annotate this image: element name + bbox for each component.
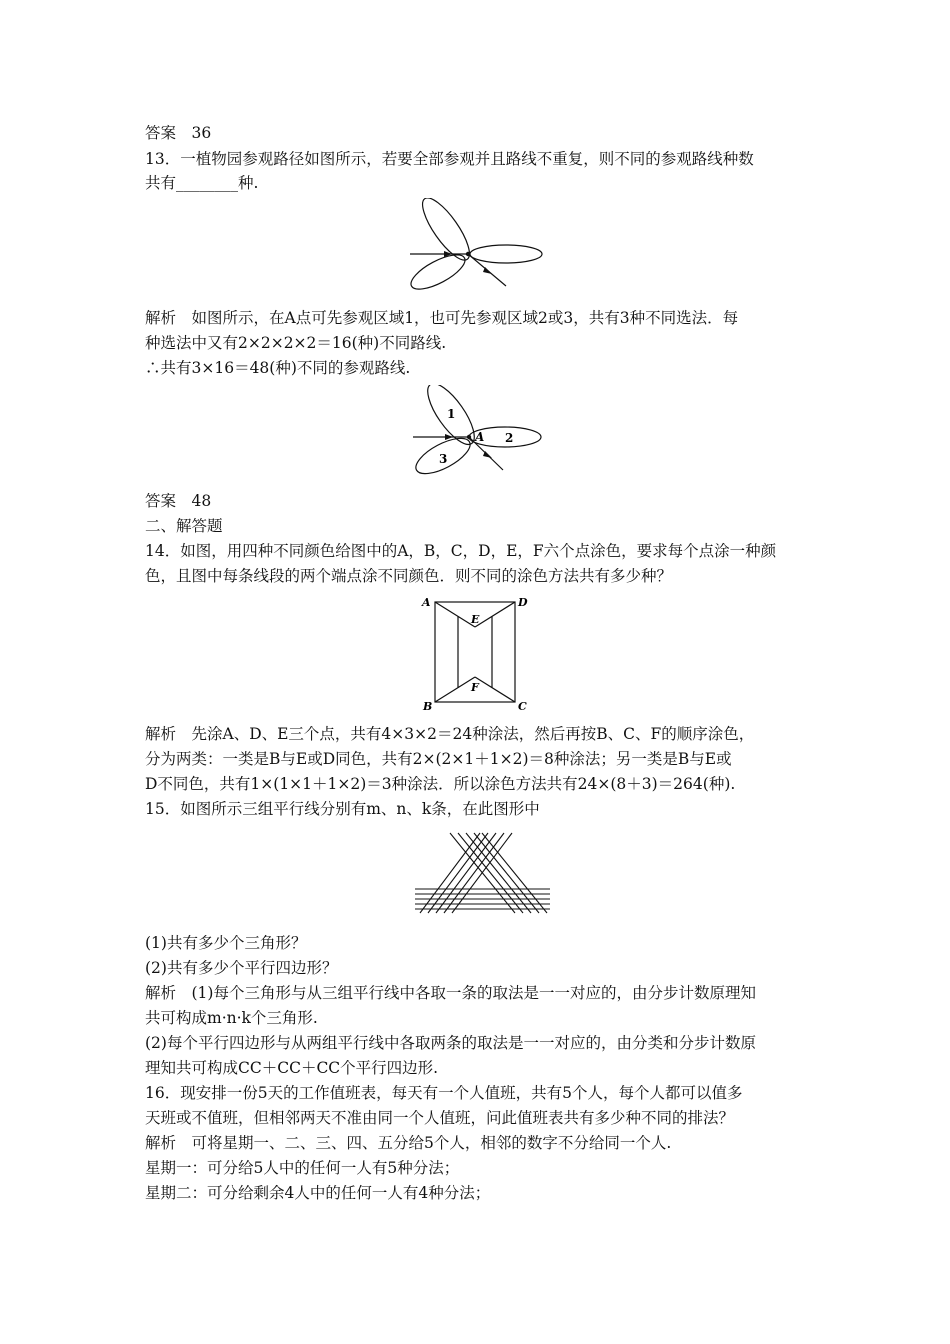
descending-line (458, 833, 523, 913)
solution-13-line-1: 解析 如图所示，在A点可先参观区域1，也可先参观区域2或3，共有3种不同选法．每 (145, 309, 739, 327)
answer-12: 答案 36 (145, 124, 212, 142)
problem-14-line-1: 14．如图，用四种不同颜色给图中的A，B，C，D，E，F六个点涂色，要求每个点涂一种颜 (145, 542, 777, 560)
petal-lower (406, 248, 469, 293)
ascending-line (420, 833, 480, 913)
ascending-line (444, 833, 504, 913)
solution-16-line-3: 星期二：可分给剩余4人中的任何一人有4种分法； (145, 1184, 491, 1202)
solution-15-line-4: 理知共可构成CC＋CC＋CC个平行四边形. (145, 1059, 439, 1077)
label-c: C (518, 700, 527, 713)
problem-15-part-1: (1)共有多少个三角形？ (145, 934, 307, 952)
label-a: A (422, 596, 431, 609)
ascending-line (428, 833, 488, 913)
ascending-line (436, 833, 496, 913)
descending-line (482, 833, 547, 913)
label-f: F (471, 681, 479, 694)
petal-path-labeled-figure (405, 385, 555, 480)
solution-15-line-3: (2)每个平行四边形与从两组平行线中各取两条的取法是一一对应的，由分类和分步计数原 (145, 1034, 756, 1052)
problem-16-line-1: 16．现安排一份5天的工作值班表，每天有一个人值班，共有5个人，每个人都可以值多 (145, 1084, 743, 1102)
label-d: D (518, 596, 528, 609)
problem-13-line-1: 13．一植物园参观路径如图所示，若要全部参观并且路线不重复，则不同的参观路线种数 (145, 150, 754, 168)
solution-15-line-1: 解析 (1)每个三角形与从三组平行线中各取一条的取法是一一对应的，由分步计数原理知 (145, 984, 756, 1002)
answer-13: 答案 48 (145, 492, 212, 510)
problem-15-part-2: (2)共有多少个平行四边形？ (145, 959, 338, 977)
solution-13-line-3: ∴共有3×16＝48(种)不同的参观路线. (145, 359, 411, 377)
solution-15-line-2: 共可构成m·n·k个三角形. (145, 1009, 318, 1027)
solution-16-line-1: 解析 可将星期一、二、三、四、五分给5个人，相邻的数字不分给同一个人. (145, 1134, 672, 1152)
solution-13-line-2: 种选法中又有2×2×2×2＝16(种)不同路线. (145, 334, 447, 352)
petal-path-figure (400, 198, 550, 293)
segment-cf (475, 677, 515, 702)
descending-line (474, 833, 539, 913)
junction-point (466, 252, 470, 256)
problem-16-line-2: 天班或不值班，但相邻两天不准由同一个人值班，问此值班表共有多少种不同的排法？ (145, 1109, 735, 1127)
parallel-lines-figure (410, 825, 555, 915)
label-e: E (471, 613, 480, 626)
rectangle-figure (420, 592, 535, 717)
point-a-label: A (475, 430, 485, 444)
solution-14-line-3: D不同色，共有1×(1×1＋1×2)＝3种涂法．所以涂色方法共有24×(8＋3)＝264(种). (145, 775, 736, 793)
region-1-label: 1 (447, 407, 456, 421)
region-2-label: 2 (505, 431, 514, 445)
petal-right (470, 245, 542, 263)
point-a (467, 435, 471, 439)
segment-de (475, 602, 515, 627)
segment-bf (435, 677, 475, 702)
solution-14-line-2: 分为两类：一类是B与E或D同色，共有2×(2×1＋1×2)＝8种涂法；另一类是B与E或 (145, 750, 732, 768)
ascending-line (452, 833, 512, 913)
descending-line (466, 833, 531, 913)
problem-14-line-2: 色，且图中每条线段的两个端点涂不同颜色．则不同的涂色方法共有多少种？ (145, 567, 673, 585)
solution-16-line-2: 星期一：可分给5人中的任何一人有5种分法； (145, 1159, 460, 1177)
problem-15-line-1: 15．如图所示三组平行线分别有m、n、k条，在此图形中 (145, 800, 540, 818)
problem-13-line-2: 共有________种. (145, 174, 259, 192)
label-b: B (423, 700, 433, 713)
segment-ae (435, 602, 475, 627)
section-heading: 二、解答题 (145, 517, 223, 535)
solution-14-line-1: 解析 先涂A、D、E三个点，共有4×3×2＝24种涂法，然后再按B、C、F的顺序涂色， (145, 725, 755, 743)
region-3-label: 3 (439, 452, 448, 466)
